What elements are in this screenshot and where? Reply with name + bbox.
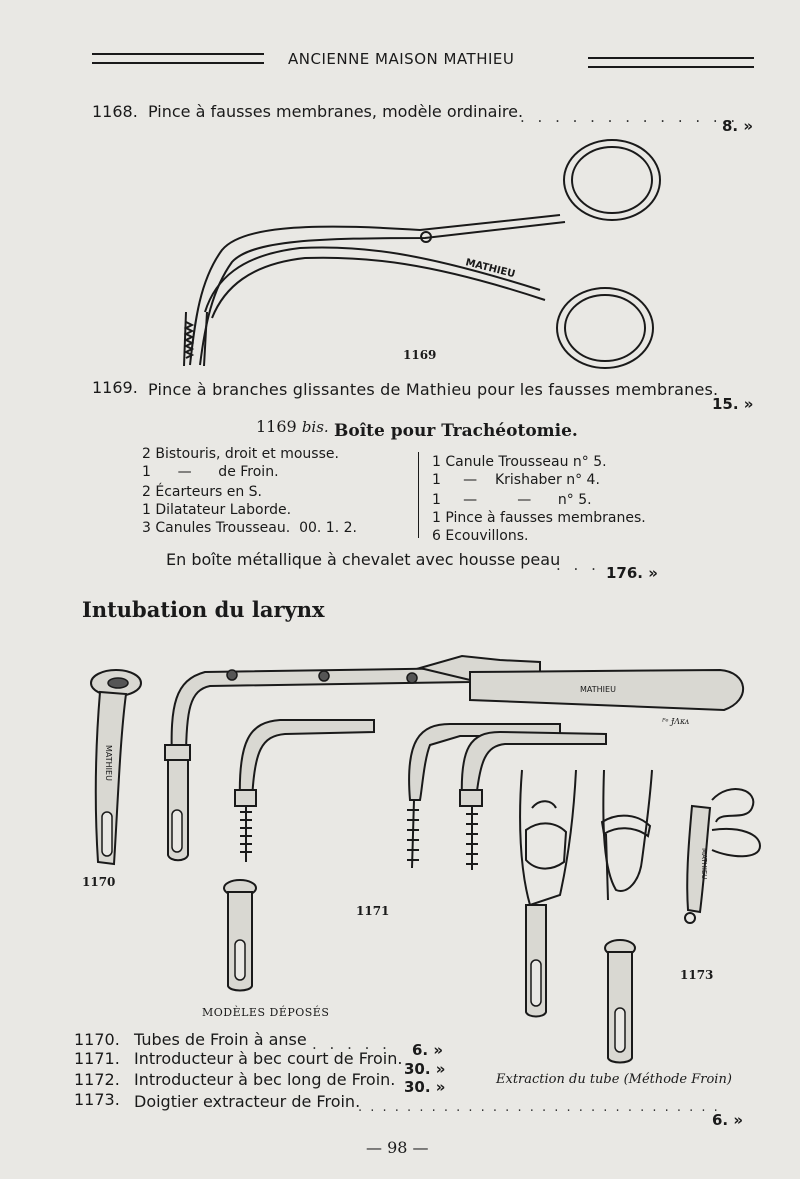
figure-1170-label: 1170 [82,875,116,889]
figure-1171-label: 1171 [356,904,390,918]
item-1168-number: 1168. [92,102,138,121]
doigtier-1173 [685,789,760,923]
list-1170-price: 6. » [412,1041,444,1059]
figure-1173-label: 1173 [680,968,714,982]
list-1172-price: 30. » [404,1078,446,1096]
section-title: Intubation du larynx [82,597,325,622]
boite-footer: En boîte métallique à chevalet avec housse peau [166,550,561,569]
figure-1169-label: 1169 [403,348,437,362]
tube-small [224,880,256,991]
page-number: — 98 — [366,1138,429,1157]
boite-right-2: 1 — — n° 5. [432,492,592,508]
item-1169-price: 15. » [712,395,754,413]
boite-left-3: 1 Dilatateur Laborde. [142,502,292,518]
list-1173-number: 1173. [74,1090,120,1109]
boite-left-4: 3 Canules Trousseau. 00. 1. 2. [142,520,357,536]
finger-extraction-left [520,770,576,1017]
introducer-long-heads [407,724,606,870]
boite-right-1: 1 — Krishaber n° 4. [432,472,600,488]
forceps-mark: MATHIEU [464,257,517,281]
item-1168-desc: Pince à fausses membranes, modèle ordinaire. [148,102,524,121]
item-1168-dots: . . . . . . . . . . . . . [520,108,740,126]
boite-left-0: 2 Bistouris, droit et mousse. [142,446,339,462]
doigtier-mark: MATHIEU [700,848,708,880]
finger-extraction-right [602,770,652,900]
boite-right-0: 1 Canule Trousseau n° 5. [432,454,607,470]
boite-price: 176. » [606,564,658,582]
list-1170-dots: . . . . . [312,1035,391,1053]
list-1170-desc: Tubes de Froin à anse [134,1030,307,1049]
engraver-mark: ᴾᵉ ɈɅᴋᴧ [662,717,690,726]
list-1171-number: 1171. [74,1049,120,1068]
tube-mark: MATHIEU [104,745,113,781]
introducer-short-head [235,720,374,862]
list-1172-number: 1172. [74,1070,120,1089]
boite-left-2: 2 Écarteurs en S. [142,484,262,500]
item-1169-desc: Pince à branches glissantes de Mathieu pour les fausses membranes. [148,380,719,399]
list-1172-desc: Introducteur à bec long de Froin. [134,1070,396,1089]
boite-left-1: 1 — de Froin. [142,464,279,480]
boite-title: Boîte pour Trachéotomie. [334,421,578,441]
extraction-caption: Extraction du tube (Méthode Froin) [496,1072,732,1087]
boite-bis: bis. [301,418,329,436]
list-1171-price: 30. » [404,1060,446,1078]
boite-num: 1169 [256,417,297,436]
instrument-mark: MATHIEU [580,685,616,694]
boite-footer-dots: . . . . [556,556,618,574]
list-1170-number: 1170. [74,1030,120,1049]
item-1169-number: 1169. [92,378,138,397]
boite-right-3: 1 Pince à fausses membranes. [432,510,646,526]
item-1168-price: 8. » [722,117,754,135]
list-1173-desc: Doigtier extracteur de Froin. [134,1092,361,1111]
tube-1170 [91,670,141,864]
list-1171-desc: Introducteur à bec court de Froin. [134,1049,403,1068]
modeles-deposes-label: MODÈLES DÉPOSÉS [202,1006,330,1019]
boite-right-4: 6 Ecouvillons. [432,528,529,544]
list-1173-dots: . . . . . . . . . . . . . . . . . . . . . . . . . . . . . . [358,1100,720,1115]
list-1173-price: 6. » [712,1111,744,1129]
header-title: ANCIENNE MAISON MATHIEU [288,50,515,68]
tube-lower-right [605,940,635,1063]
